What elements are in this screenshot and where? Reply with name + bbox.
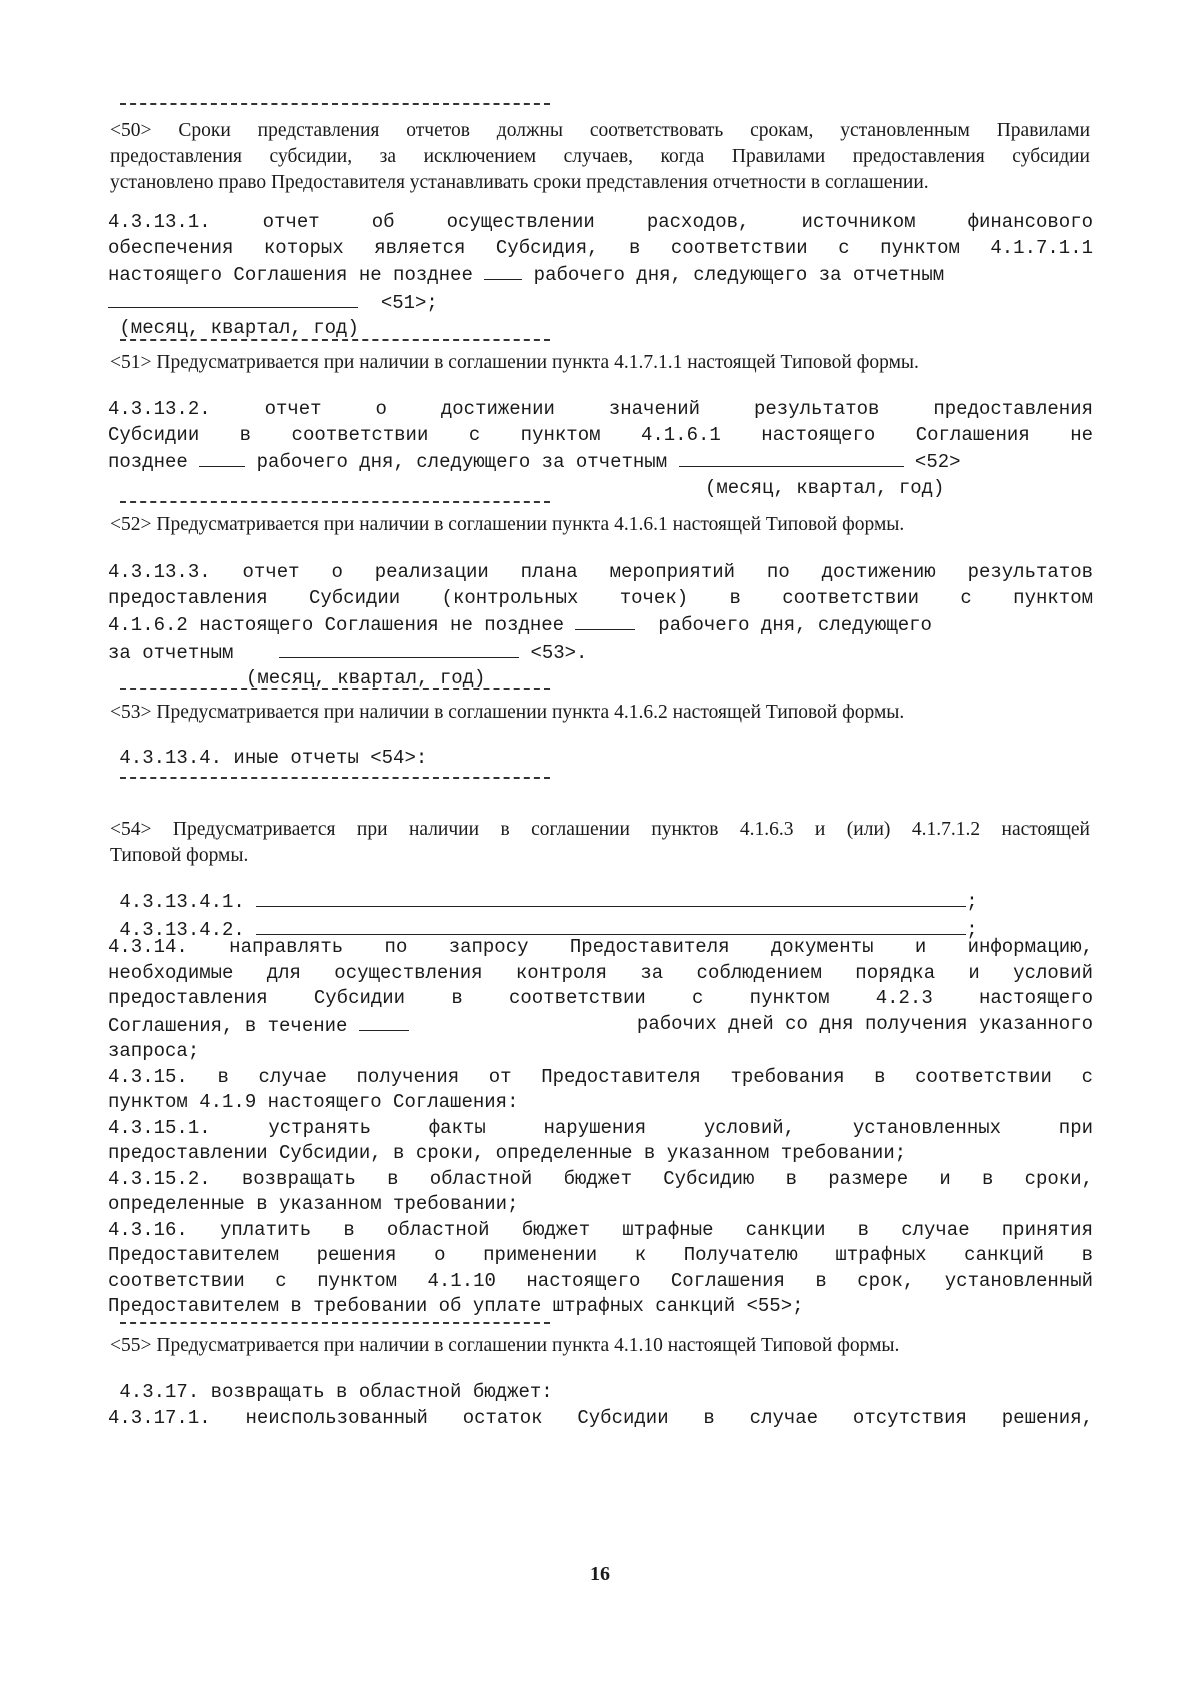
clause-4-3-13-2: 4.3.13.2. отчет о достижении значений результатов предоставления Субсидии в соответствии с пунктом 4.1.6.1 настоящего Соглашения не позднее рабочего дня, следующего за отчетным <52> (месяц, квартал, год) — [108, 397, 1093, 501]
footnote-separator — [120, 777, 550, 779]
blank-period[interactable] — [679, 448, 904, 467]
clause-4-3-17: 4.3.17. возвращать в областной бюджет: 4.3.17.1. неиспользованный остаток Субсидии в случае отсутствия решения, — [108, 1381, 1093, 1429]
footnote-separator — [120, 501, 550, 503]
period-hint: (месяц, квартал, год) — [246, 667, 486, 689]
footnote-51: <51> Предусматривается при наличии в соглашении пункта 4.1.7.1.1 настоящей Типовой формы. — [110, 352, 919, 373]
blank-days[interactable] — [199, 448, 245, 467]
footnote-52: <52> Предусматривается при наличии в соглашении пункта 4.1.6.1 настоящей Типовой формы. — [110, 514, 905, 535]
clause-4-3-13-4: 4.3.13.4. иные отчеты <54>: — [108, 747, 428, 769]
blank-line[interactable] — [256, 888, 966, 907]
period-hint: (месяц, квартал, год) — [705, 476, 945, 499]
clause-4-3-14: 4.3.14. направлять по запросу Предоставителя документы и информацию, необходимые для осуществления контроля за соблюдением порядка и условий предоставления Субсидии в соответствии с пунктом 4.2.3 настоящего Соглашения, в течение рабочих дней со дня получения указанного запроса; 4.3.15. в случае получения от Предоставителя требования в соответствии с пунктом 4.1.9 настоящего Соглашения: 4.3.15.1. устранять факты нарушения условий, установленных при предоставлении Субсидии, в сроки, определенные в указанном требовании; 4.3.15.2. возвращать в областной бюджет Субсидию в размере и в сроки, определенные в указанном требовании; 4.3.16. уплатить в областной бюджет штрафные санкции в случае принятия Предоставителем решения о применении к Получателю штрафных санкций в соответствии с пунктом 4.1.10 настоящего Соглашения в срок, установленный Предоставителем в требовании об уплате штрафных санкций <55>; — [108, 936, 1093, 1317]
footnote-separator — [120, 103, 550, 105]
footnote-53: <53> Предусматривается при наличии в соглашении пункта 4.1.6.2 настоящей Типовой формы. — [110, 702, 905, 723]
footnote-50: <50> Сроки представления отчетов должны соответствовать срокам, установленным Правилами предоставления субсидии, за исключением случаев, когда Правилами предоставления субсидии установлено право Предоставителя устанавливать сроки представления отчетности в соглашении. — [110, 120, 1090, 193]
blank-days[interactable] — [359, 1012, 409, 1031]
footnote-separator — [120, 1322, 550, 1324]
clause-4-3-13-1: 4.3.13.1. отчет об осуществлении расходов, источником финансового обеспечения которых является Субсидия, в соответствии с пунктом 4.1.7.1.1 настоящего Соглашения не позднее рабочего дня, следующего за отчетным <51>; (месяц, квартал, год) — [108, 210, 1093, 342]
period-hint: (месяц, квартал, год) — [108, 317, 359, 339]
footnote-54: <54> Предусматривается при наличии в соглашении пунктов 4.1.6.3 и (или) 4.1.7.1.2 настоящей Типовой формы. — [110, 819, 1090, 866]
clause-4-3-13-4-items: 4.3.13.4.1. ; 4.3.13.4.2. ; — [108, 888, 1093, 943]
footnote-separator — [120, 339, 550, 341]
blank-days[interactable] — [484, 261, 522, 280]
blank-line[interactable] — [256, 916, 966, 935]
page-number: 16 — [590, 1563, 610, 1585]
clause-4-3-13-3: 4.3.13.3. отчет о реализации плана мероприятий по достижению результатов предоставления Субсидии (контрольных точек) в соответствии с пунктом 4.1.6.2 настоящего Соглашения не позднее рабочего дня, следующего за отчетным <53>. (месяц, квартал, год) — [108, 560, 1093, 692]
footnote-separator — [120, 688, 550, 690]
blank-period[interactable] — [108, 289, 358, 308]
blank-days[interactable] — [575, 611, 635, 630]
footnote-55: <55> Предусматривается при наличии в соглашении пункта 4.1.10 настоящей Типовой формы. — [110, 1335, 900, 1356]
blank-period[interactable] — [279, 639, 519, 658]
